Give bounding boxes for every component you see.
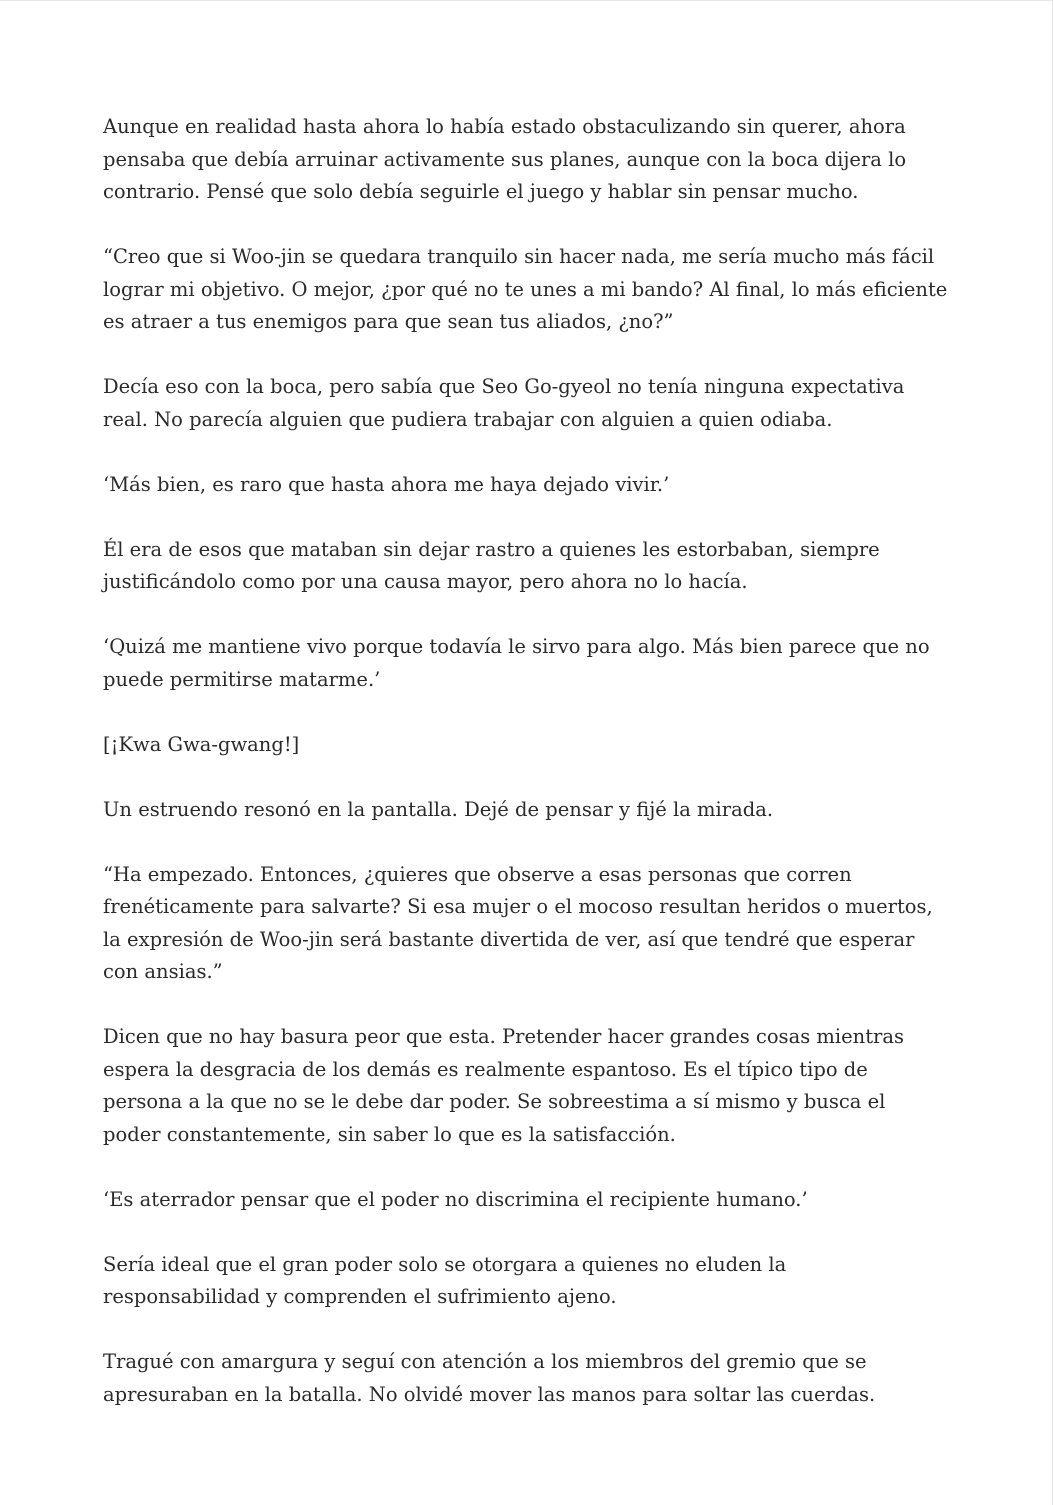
paragraph: Tragué con amargura y seguí con atención a los miembros del gremio que se apresuraban en la batalla. No olvidé mover las manos para soltar las cuerdas. (103, 1350, 876, 1406)
paragraph: ‘Más bien, es raro que hasta ahora me haya dejado vivir.’ (103, 472, 670, 496)
paragraph: Aunque en realidad hasta ahora lo había estado obstaculizando sin querer, ahora pensaba que debía arruinar activamente sus planes, aunque con la boca dijera lo contrario. Pensé que solo debía seguirle el juego y hablar sin pensar mucho. (103, 115, 907, 203)
paragraph: [¡Kwa Gwa-gwang!] (103, 732, 300, 756)
document-body (103, 111, 948, 1411)
paragraph: “Ha empezado. Entonces, ¿quieres que observe a esas personas que corren frenéticamente para salvarte? Si esa mujer o el mocoso resultan heridos o muertos, la expresión de Woo-jin será bastante divertida de ver, así que tendré que esperar con ansias.” (103, 862, 933, 983)
paragraph: “Creo que si Woo-jin se quedara tranquilo sin hacer nada, me sería mucho más fácil lograr mi objetivo. O mejor, ¿por qué no te unes a mi bando? Al final, lo más eficiente es atraer a tus enemigos para que sean tus aliados, ¿no?” (103, 245, 948, 333)
paragraph: Un estruendo resonó en la pantalla. Dejé de pensar y fijé la mirada. (103, 797, 774, 821)
paragraph: Dicen que no hay basura peor que esta. Pretender hacer grandes cosas mientras espera la desgracia de los demás es realmente espantoso. Es el típico tipo de persona a la que no se le debe dar poder. Se sobreestima a sí mismo y busca el poder constantemente, sin saber lo que es la satisfacción. (103, 1025, 905, 1146)
paragraph: Sería ideal que el gran poder solo se otorgara a quienes no eluden la responsabilidad y comprenden el sufrimiento ajeno. (103, 1252, 787, 1308)
paragraph: Él era de esos que mataban sin dejar rastro a quienes les estorbaban, siempre justificándolo como por una causa mayor, pero ahora no lo hacía. (103, 537, 880, 593)
paragraph: ‘Es aterrador pensar que el poder no discrimina el recipiente humano.’ (103, 1187, 808, 1211)
paragraph: Decía eso con la boca, pero sabía que Seo Go-gyeol no tenía ninguna expectativa real. No parecía alguien que pudiera trabajar con alguien a quien odiaba. (103, 375, 905, 431)
paragraph: ‘Quizá me mantiene vivo porque todavía le sirvo para algo. Más bien parece que no puede permitirse matarme.’ (103, 635, 930, 691)
